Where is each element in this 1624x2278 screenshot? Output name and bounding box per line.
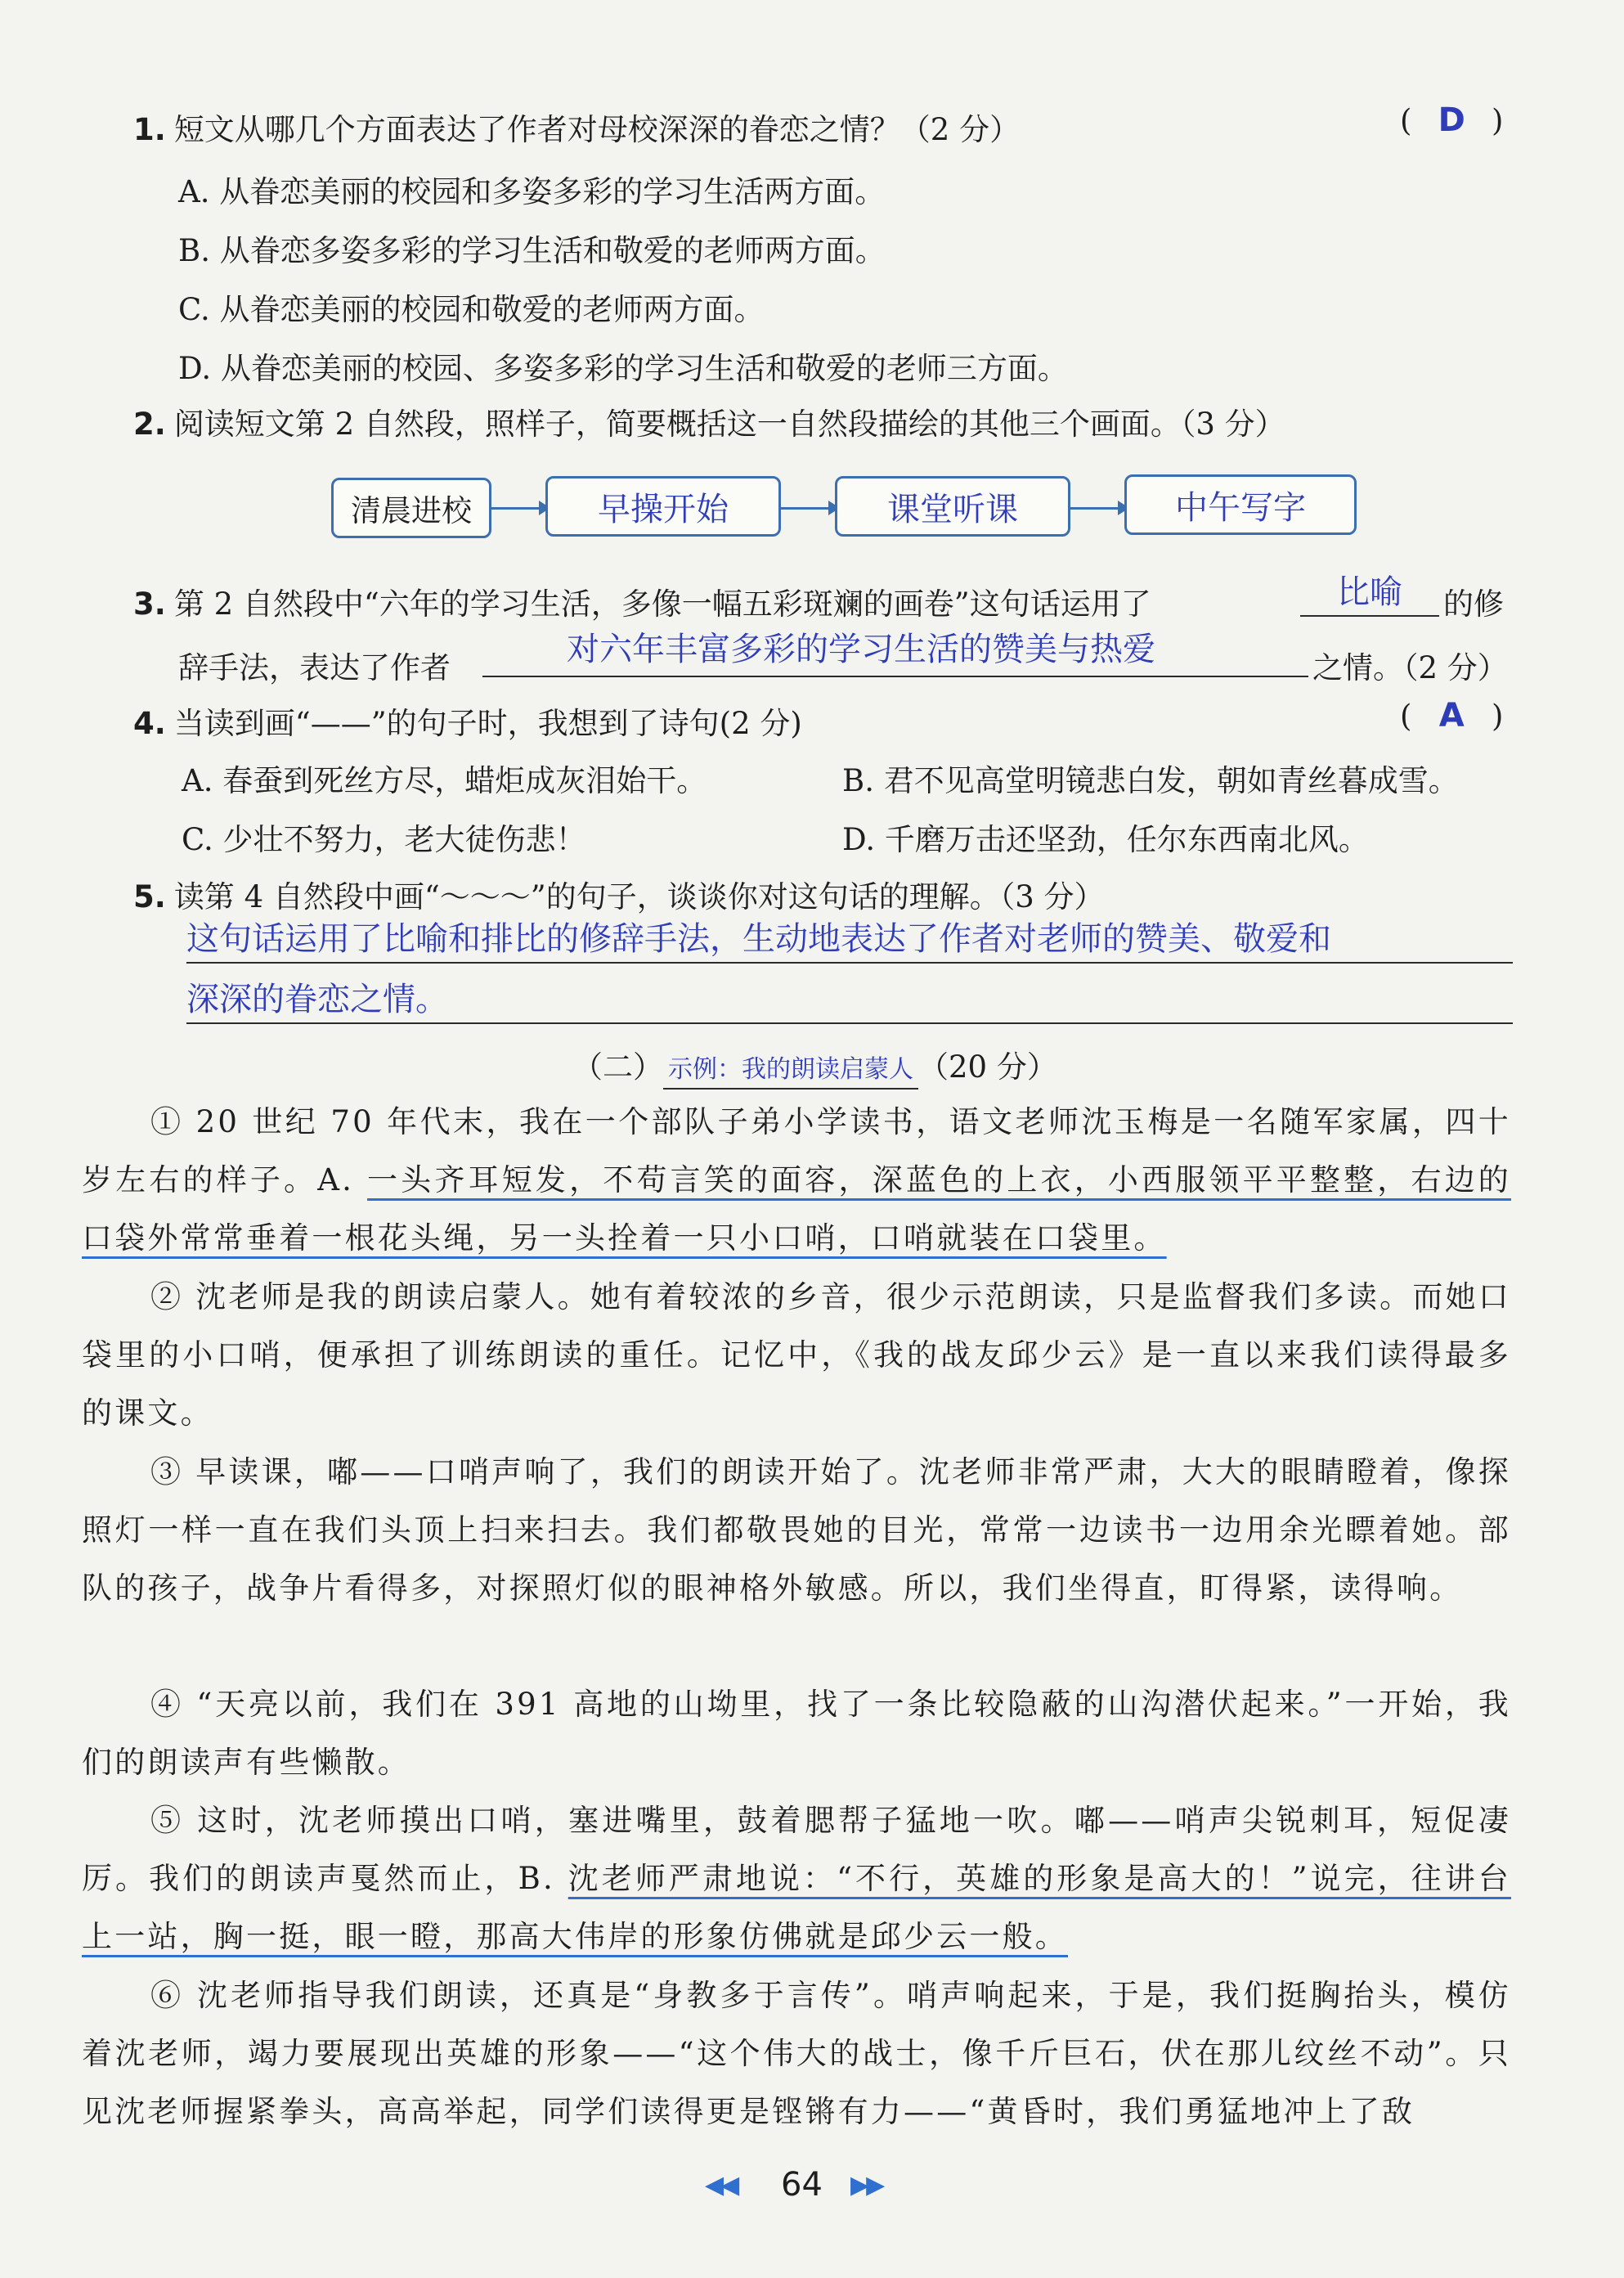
question-4-answer: A <box>1438 697 1465 735</box>
question-5-answer-rule-2 <box>186 1022 1513 1024</box>
question-5-answer-rule-1 <box>186 962 1513 964</box>
question-4-option-c: C. 少壮不努力，老大徒伤悲！ <box>182 822 586 857</box>
section-2-title <box>572 1042 1057 1090</box>
page-number: 64 <box>781 2166 823 2204</box>
flow-box-2-label: 早操开始 <box>598 490 729 528</box>
flow-box-3 <box>835 476 1070 537</box>
question-3-blank-1-line <box>1300 615 1439 617</box>
flow-box-4 <box>1124 474 1357 535</box>
paragraph-1-underlined: 一头齐耳短发，不苟言笑的面容，深蓝色的上衣，小西服领平平整整，右边的口袋外常常垂着一根花头绳，另一头拴着一只小口哨，口哨就装在口袋里。 <box>82 1162 1511 1256</box>
flow-box-1 <box>331 478 491 538</box>
question-4-option-a: A. 春蚕到死丝方尽，蜡炬成灰泪始干。 <box>182 763 707 798</box>
question-3-blank-1-answer: 比喻 <box>1337 573 1402 611</box>
question-3-text-middle-2: 辞手法，表达了作者 <box>178 650 451 685</box>
question-4-answer-box: ( A ) <box>1400 697 1504 735</box>
question-1-option-a: A. 从眷恋美丽的校园和多姿多彩的学习生活两方面。 <box>178 174 886 209</box>
question-1-option-c: C. 从眷恋美丽的校园和敬爱的老师两方面。 <box>178 292 765 327</box>
question-3-blank-2-line <box>482 676 1308 677</box>
passage-paragraph-4: ④ “天亮以前，我们在 391 高地的山坳里，找了一条比较隐蔽的山沟潜伏起来。”一开始，我们的朗读声有些懒散。 <box>82 1687 1511 1780</box>
flow-box-1-label: 清晨进校 <box>351 493 472 528</box>
question-1-answer-box: ( D ) <box>1400 101 1504 139</box>
passage-paragraph-6: ⑥ 沈老师指导我们朗读，还真是“身教多于言传”。哨声响起来，于是，我们挺胸抬头，模仿着沈老师，竭力要展现出英雄的形象——“这个伟大的战士，像千斤巨石，伏在那儿纹丝不动”。只见沈老师握紧拳头，高高举起，同学们读得更是铿锵有力——“黄昏时，我们勇猛地冲上了敌 <box>82 1978 1511 2129</box>
flow-box-3-label: 课堂听课 <box>887 490 1018 528</box>
question-5-number: 5. <box>133 879 166 914</box>
passage-paragraph-2: ② 沈老师是我的朗读启蒙人。她有着较浓的乡音，很少示范朗读，只是监督我们多读。而她口袋里的小口哨，便承担了训练朗读的重任。记忆中，《我的战友邱少云》是一直以来我们读得最多的课文。 <box>82 1279 1511 1431</box>
section-2-number: （二） <box>572 1049 663 1085</box>
question-3-text-after: 之情。（2 分） <box>1312 650 1508 685</box>
question-4 <box>133 699 802 743</box>
flow-box-4-label: 中午写字 <box>1175 488 1306 527</box>
flow-arrow-1 <box>491 507 545 510</box>
question-1-number: 1. <box>133 112 166 147</box>
next-arrows-icon: ▶▶ <box>850 2171 882 2199</box>
question-2-number: 2. <box>133 407 166 442</box>
question-3-blank-2-answer: 对六年丰富多彩的学习生活的赞美与热爱 <box>567 631 1155 668</box>
section-2-score: （20 分） <box>918 1049 1057 1085</box>
passage-paragraph-5 <box>82 1791 1511 1966</box>
question-1-option-b: B. 从眷恋多姿多彩的学习生活和敬爱的老师两方面。 <box>178 233 886 268</box>
paragraph-1-text: ① 20 世纪 70 年代末，我在一个部队子弟小学读书，语文老师沈玉梅是一名随军家属，四十岁左右的样子。 <box>82 1104 1511 1197</box>
question-4-number: 4. <box>133 706 166 741</box>
prev-arrows-icon: ◀◀ <box>705 2171 737 2199</box>
question-5-answer-line-2: 深深的眷恋之情。 <box>186 981 448 1018</box>
paragraph-5-label: B. <box>518 1861 568 1896</box>
question-3-text-middle-1: 的修 <box>1443 586 1504 622</box>
question-5-answer-line-1: 这句话运用了比喻和排比的修辞手法，生动地表达了作者对老师的赞美、敬爱和 <box>186 920 1331 958</box>
flow-arrow-2 <box>781 507 835 510</box>
passage-paragraph-1 <box>82 1093 1511 1267</box>
question-4-option-d: D. 千磨万击还坚劲，任尔东西南北风。 <box>842 822 1369 857</box>
flow-box-2 <box>545 476 781 537</box>
question-1-option-d: D. 从眷恋美丽的校园、多姿多彩的学习生活和敬爱的老师三方面。 <box>178 351 1068 386</box>
passage-paragraph-3: ③ 早读课，嘟——口哨声响了，我们的朗读开始了。沈老师非常严肃，大大的眼睛瞪着，像探照灯一样一直在我们头顶上扫来扫去。我们都敬畏她的目光，常常一边读书一边用余光瞟着她。部队的孩子，战争片看得多，对探照灯似的眼神格外敏感。所以，我们坐得直，盯得紧，读得响。 <box>82 1454 1511 1606</box>
flow-arrow-3 <box>1070 507 1124 510</box>
question-1 <box>133 105 1020 149</box>
question-5-text: 读第 4 自然段中画“～～～”的句子，谈谈你对这句话的理解。（3 分） <box>173 879 1105 914</box>
question-1-answer: D <box>1438 101 1465 139</box>
paragraph-5-underlined: 沈老师严肃地说：“不行，英雄的形象是高大的！”说完，往讲台上一站，胸一挺，眼一瞪，那高大伟岸的形象仿佛就是邱少云一般。 <box>82 1861 1511 1954</box>
paragraph-5-text: ⑤ 这时，沈老师摸出口哨，塞进嘴里，鼓着腮帮子猛地一吹。嘟——哨声尖锐刺耳，短促凄厉。我们的朗读声戛然而止， <box>82 1803 1511 1896</box>
question-2 <box>133 399 1285 443</box>
question-3-number: 3. <box>133 586 166 622</box>
question-3-line-1 <box>133 579 1151 623</box>
question-4-text: 当读到画“——”的句子时，我想到了诗句(2 分) <box>173 706 802 741</box>
section-2-title-answer: 示例：我的朗读启蒙人 <box>663 1049 918 1090</box>
question-5 <box>133 872 1105 916</box>
question-1-text: 短文从哪几个方面表达了作者对母校深深的眷恋之情？（2 分） <box>173 112 1021 147</box>
question-3-text-before: 第 2 自然段中“六年的学习生活，多像一幅五彩斑斓的画卷”这句话运用了 <box>173 586 1151 622</box>
paragraph-1-label: A. <box>317 1162 368 1197</box>
question-4-option-b: B. 君不见高堂明镜悲白发，朝如青丝暮成雪。 <box>842 763 1459 798</box>
question-2-text: 阅读短文第 2 自然段，照样子，简要概括这一自然段描绘的其他三个画面。（3 分） <box>173 407 1285 442</box>
